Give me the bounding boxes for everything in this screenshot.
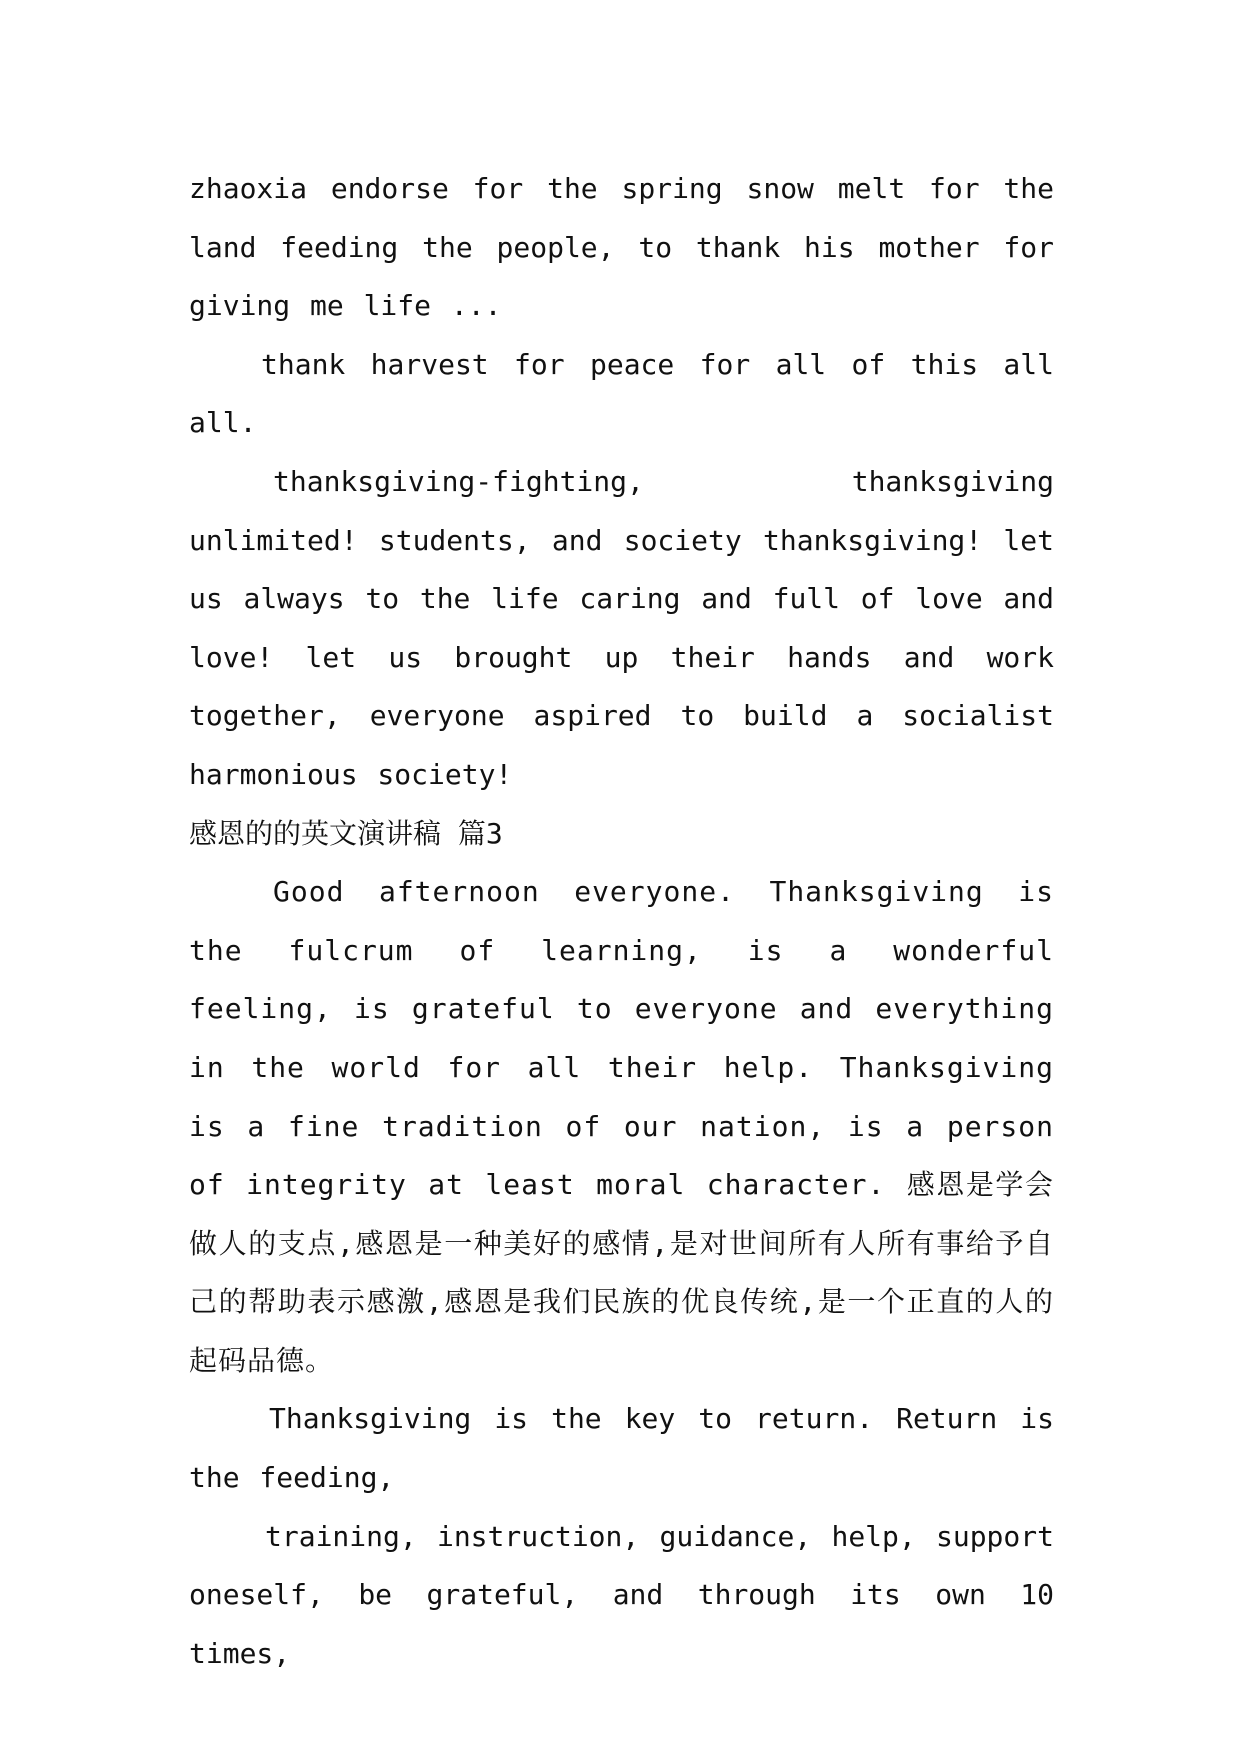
paragraph-thank-harvest: thank harvest for peace for all of this all all. (189, 347, 1054, 440)
paragraph-training: training, instruction, guidance, help, support oneself, be grateful, and through its own 10 times, (189, 1519, 1054, 1670)
paragraph-thanksgiving-fighting: thanksgiving-fighting, thanksgiving unlimited! students, and society thanksgiving! let us always to the life caring and full of love and love! let us brought up their hands and work together, everyone aspired to build a socialist harmonious society! (189, 464, 1054, 791)
document-page (189, 160, 1054, 1683)
paragraph-good-afternoon: Good afternoon everyone. Thanksgiving is the fulcrum of learning, is a wonderful feeling, is grateful to everyone and everything in the world for all their help. Thanksgiving is a fine tradition of our nation, is a person of integrity at least moral character. 感恩是学会做人的支点,感恩是一种美好的感情,是对世间所有人所有事给予自己的帮助表示感激,感恩是我们民族的优良传统,是一个正直的人的起码品德。 (189, 875, 1054, 1377)
paragraph-key-to-return: Thanksgiving is the key to return. Return is the feeding, (189, 1402, 1054, 1495)
section-heading: 感恩的的英文演讲稿 篇3 (189, 816, 503, 850)
paragraph-gratitude-list: zhaoxia endorse for the spring snow melt for the land feeding the people, to thank his mother for giving me life ... (189, 172, 1054, 323)
